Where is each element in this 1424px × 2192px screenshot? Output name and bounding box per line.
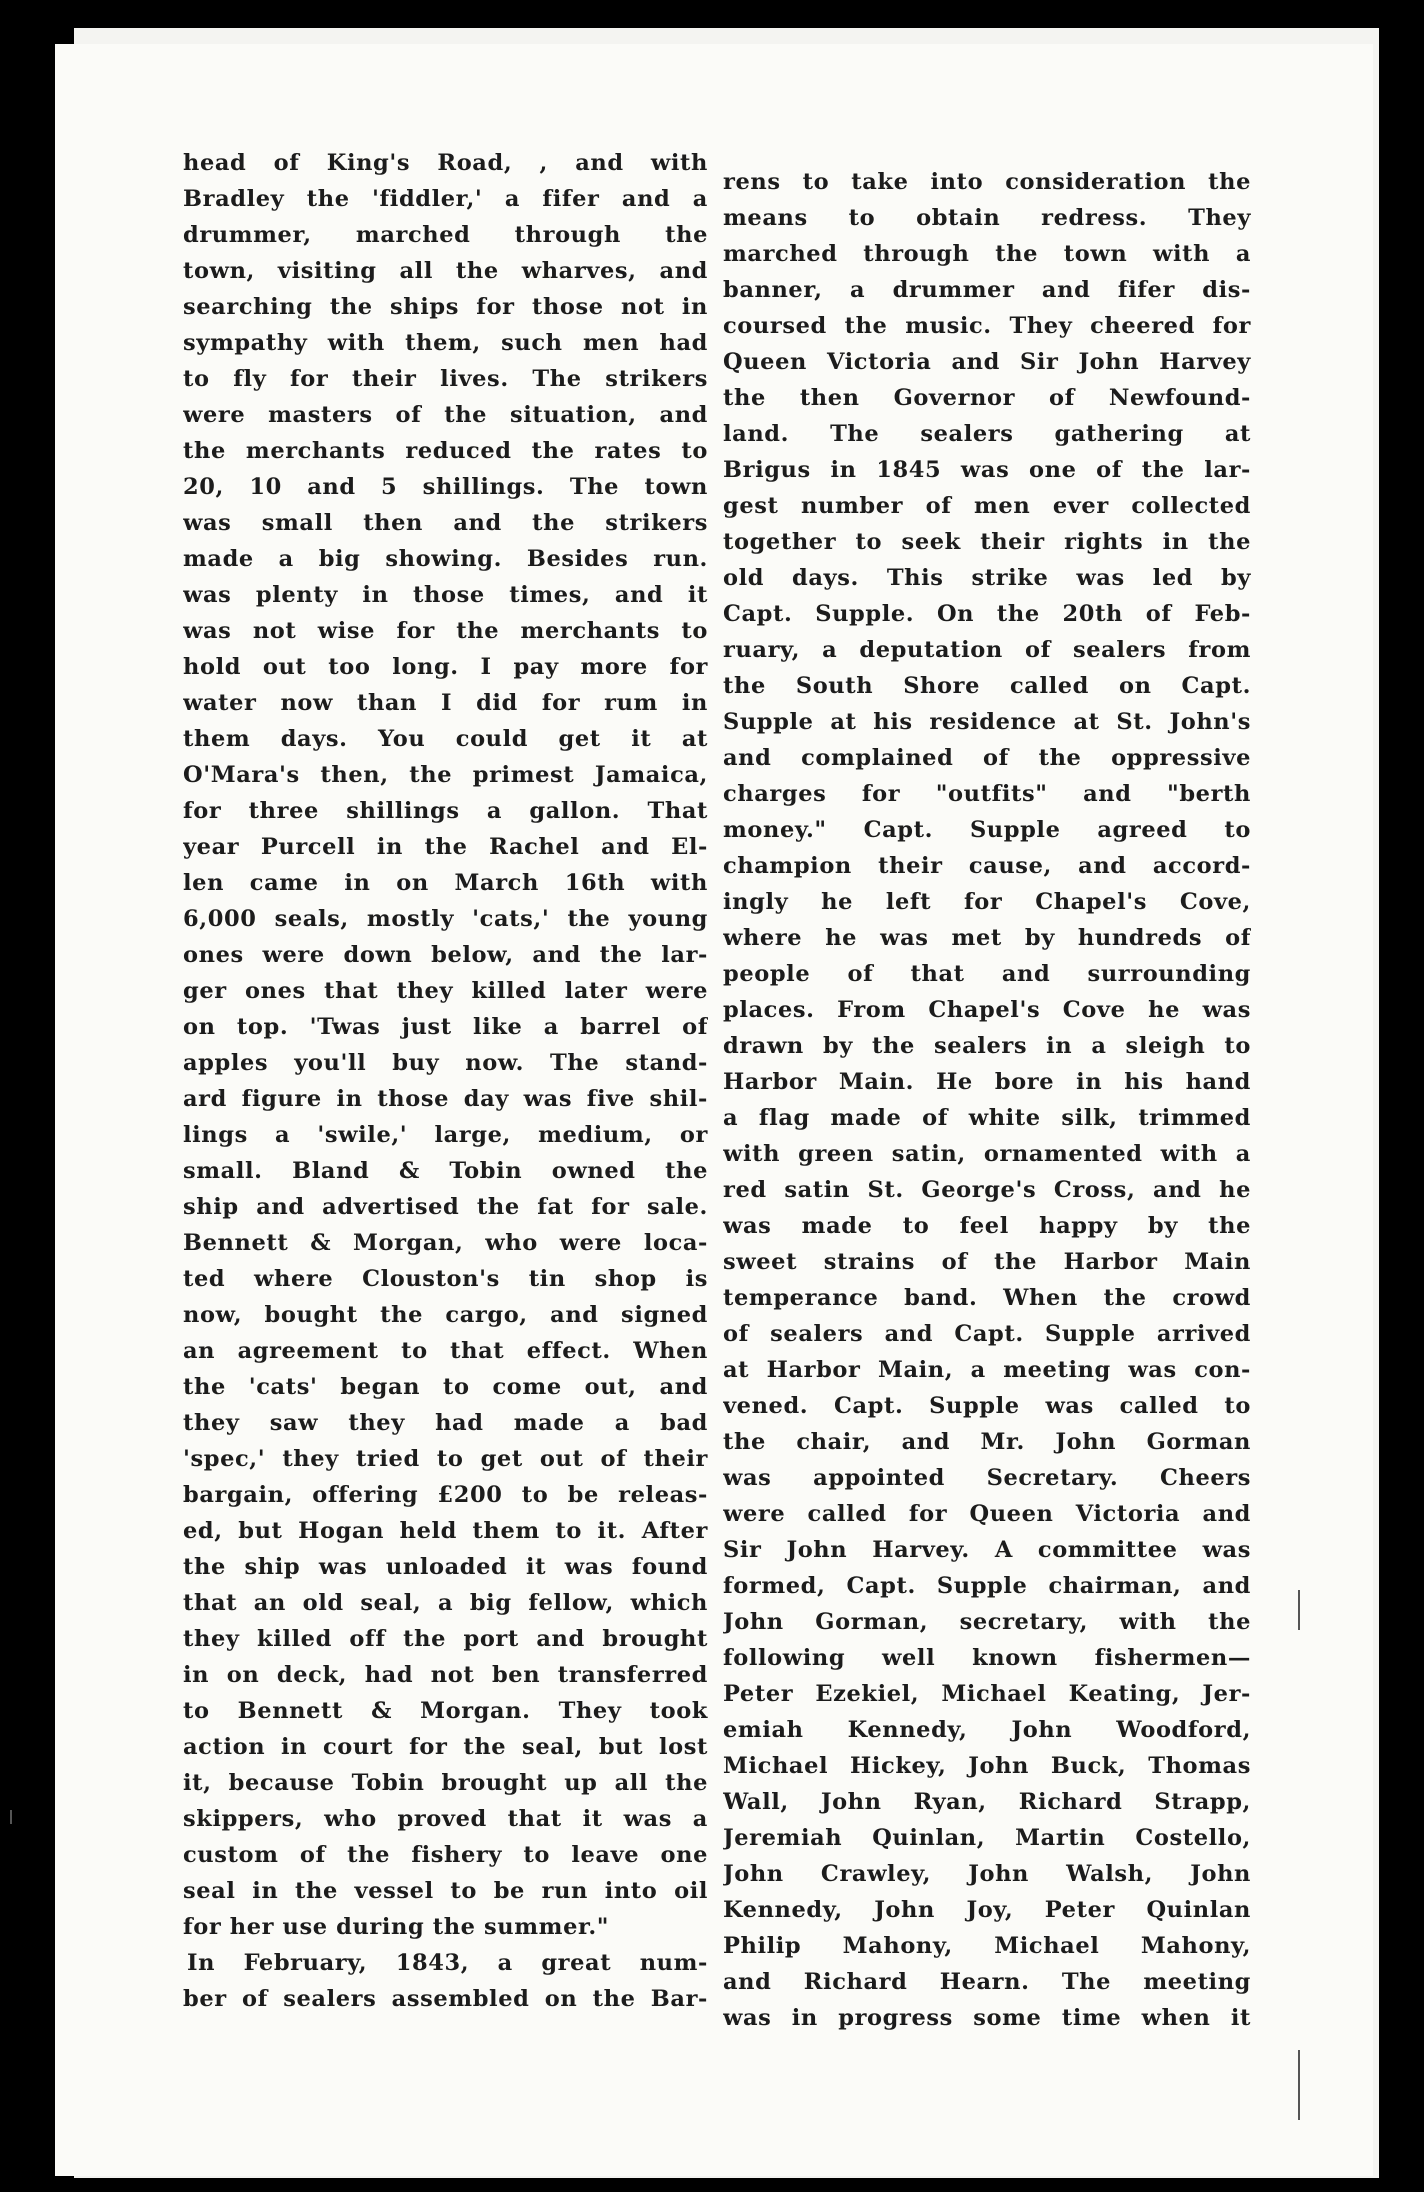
text-line: in on deck, had not ben transferred bbox=[183, 1662, 708, 1688]
text-line: action in court for the seal, but lost bbox=[183, 1734, 708, 1760]
text-line: was appointed Secretary. Cheers bbox=[723, 1465, 1251, 1491]
text-line: ard figure in those day was five shil- bbox=[183, 1086, 708, 1112]
text-line: temperance band. When the crowd bbox=[723, 1285, 1251, 1311]
text-line: ber of sealers assembled on the Bar- bbox=[183, 1986, 708, 2012]
text-line: made a big showing. Besides run. bbox=[183, 546, 708, 572]
text-line: the 'cats' began to come out, and bbox=[183, 1374, 708, 1400]
text-line: drummer, marched through the bbox=[183, 222, 708, 248]
text-line: ship and advertised the fat for sale. bbox=[183, 1194, 708, 1220]
text-line: the then Governor of Newfound- bbox=[723, 385, 1251, 411]
left-edge-mark bbox=[10, 1810, 12, 1824]
text-line: Philip Mahony, Michael Mahony, bbox=[723, 1933, 1251, 1959]
text-line: the South Shore called on Capt. bbox=[723, 673, 1251, 699]
text-line: a flag made of white silk, trimmed bbox=[723, 1105, 1251, 1131]
text-line: ger ones that they killed later were bbox=[183, 978, 708, 1004]
text-line: hold out too long. I pay more for bbox=[183, 654, 708, 680]
text-line: drawn by the sealers in a sleigh to bbox=[723, 1033, 1251, 1059]
text-line: Supple at his residence at St. John's bbox=[723, 709, 1251, 735]
text-line: lings a 'swile,' large, medium, or bbox=[183, 1122, 708, 1148]
text-line: and Richard Hearn. The meeting bbox=[723, 1969, 1251, 1995]
text-line: Queen Victoria and Sir John Harvey bbox=[723, 349, 1251, 375]
text-line: John Gorman, secretary, with the bbox=[723, 1609, 1251, 1635]
text-line: apples you'll buy now. The stand- bbox=[183, 1050, 708, 1076]
text-line: town, visiting all the wharves, and bbox=[183, 258, 708, 284]
text-line: land. The sealers gathering at bbox=[723, 421, 1251, 447]
text-line: marched through the town with a bbox=[723, 241, 1251, 267]
right-edge-mark bbox=[1298, 1590, 1300, 1630]
text-line: old days. This strike was led by bbox=[723, 565, 1251, 591]
text-line: for three shillings a gallon. That bbox=[183, 798, 708, 824]
text-line: sympathy with them, such men had bbox=[183, 330, 708, 356]
text-line: bargain, offering £200 to be releas- bbox=[183, 1482, 708, 1508]
text-line: coursed the music. They cheered for bbox=[723, 313, 1251, 339]
text-line: water now than I did for rum in bbox=[183, 690, 708, 716]
text-line: Wall, John Ryan, Richard Strapp, bbox=[723, 1789, 1251, 1815]
text-line: the ship was unloaded it was found bbox=[183, 1554, 708, 1580]
text-line: was plenty in those times, and it bbox=[183, 582, 708, 608]
text-line: Sir John Harvey. A committee was bbox=[723, 1537, 1251, 1563]
text-line: was made to feel happy by the bbox=[723, 1213, 1251, 1239]
text-line: was small then and the strikers bbox=[183, 510, 708, 536]
text-line: ones were down below, and the lar- bbox=[183, 942, 708, 968]
text-line: ruary, a deputation of sealers from bbox=[723, 637, 1251, 663]
text-line: with green satin, ornamented with a bbox=[723, 1141, 1251, 1167]
text-line: were called for Queen Victoria and bbox=[723, 1501, 1251, 1527]
text-line: Brigus in 1845 was one of the lar- bbox=[723, 457, 1251, 483]
text-line: banner, a drummer and fifer dis- bbox=[723, 277, 1251, 303]
text-line: rens to take into consideration the bbox=[723, 169, 1251, 195]
text-line: ingly he left for Chapel's Cove, bbox=[723, 889, 1251, 915]
left-text-column bbox=[183, 145, 708, 2017]
text-line: small. Bland & Tobin owned the bbox=[183, 1158, 708, 1184]
text-line: and complained of the oppressive bbox=[723, 745, 1251, 771]
text-line: sweet strains of the Harbor Main bbox=[723, 1249, 1251, 1275]
text-line: vened. Capt. Supple was called to bbox=[723, 1393, 1251, 1419]
text-line: Capt. Supple. On the 20th of Feb- bbox=[723, 601, 1251, 627]
text-line: to Bennett & Morgan. They took bbox=[183, 1698, 708, 1724]
text-line: the chair, and Mr. John Gorman bbox=[723, 1429, 1251, 1455]
text-line: at Harbor Main, a meeting was con- bbox=[723, 1357, 1251, 1383]
text-line: gest number of men ever collected bbox=[723, 493, 1251, 519]
text-line: seal in the vessel to be run into oil bbox=[183, 1878, 708, 1904]
text-line: skippers, who proved that it was a bbox=[183, 1806, 708, 1832]
text-line: means to obtain redress. They bbox=[723, 205, 1251, 231]
text-line: on top. 'Twas just like a barrel of bbox=[183, 1014, 708, 1040]
text-line: together to seek their rights in the bbox=[723, 529, 1251, 555]
text-line: custom of the fishery to leave one bbox=[183, 1842, 708, 1868]
text-line: John Crawley, John Walsh, John bbox=[723, 1861, 1251, 1887]
text-line: Peter Ezekiel, Michael Keating, Jer- bbox=[723, 1681, 1251, 1707]
text-line: charges for "outfits" and "berth bbox=[723, 781, 1251, 807]
text-line: now, bought the cargo, and signed bbox=[183, 1302, 708, 1328]
text-line: ed, but Hogan held them to it. After bbox=[183, 1518, 708, 1544]
right-text-column bbox=[723, 164, 1251, 2036]
text-line: it, because Tobin brought up all the bbox=[183, 1770, 708, 1796]
text-line: Bennett & Morgan, who were loca- bbox=[183, 1230, 708, 1256]
text-line: places. From Chapel's Cove he was bbox=[723, 997, 1251, 1023]
text-line: for her use during the summer." bbox=[183, 1914, 610, 1940]
text-line: following well known fishermen— bbox=[723, 1645, 1251, 1671]
right-edge-mark bbox=[1298, 2050, 1300, 2120]
text-line: head of King's Road, , and with bbox=[183, 150, 708, 176]
text-line: year Purcell in the Rachel and El- bbox=[183, 834, 708, 860]
text-line: they killed off the port and brought bbox=[183, 1626, 708, 1652]
text-line: of sealers and Capt. Supple arrived bbox=[723, 1321, 1251, 1347]
text-line: emiah Kennedy, John Woodford, bbox=[723, 1717, 1251, 1743]
text-line: ted where Clouston's tin shop is bbox=[183, 1266, 708, 1292]
text-line: formed, Capt. Supple chairman, and bbox=[723, 1573, 1251, 1599]
text-line: champion their cause, and accord- bbox=[723, 853, 1251, 879]
text-line: O'Mara's then, the primest Jamaica, bbox=[183, 762, 708, 788]
text-line: them days. You could get it at bbox=[183, 726, 708, 752]
text-line: where he was met by hundreds of bbox=[723, 925, 1251, 951]
text-line: people of that and surrounding bbox=[723, 961, 1251, 987]
text-line: Bradley the 'fiddler,' a fifer and a bbox=[183, 186, 708, 212]
text-line: searching the ships for those not in bbox=[183, 294, 708, 320]
text-line: an agreement to that effect. When bbox=[183, 1338, 708, 1364]
text-line: Kennedy, John Joy, Peter Quinlan bbox=[723, 1897, 1251, 1923]
text-line: 20, 10 and 5 shillings. The town bbox=[183, 474, 708, 500]
text-line: were masters of the situation, and bbox=[183, 402, 708, 428]
text-line: len came in on March 16th with bbox=[183, 870, 708, 896]
text-line: that an old seal, a big fellow, which bbox=[183, 1590, 708, 1616]
text-line: was not wise for the merchants to bbox=[183, 618, 708, 644]
text-line: 6,000 seals, mostly 'cats,' the young bbox=[183, 906, 708, 932]
text-line: In February, 1843, a great num- bbox=[187, 1950, 708, 1976]
text-line: to fly for their lives. The strikers bbox=[183, 366, 708, 392]
text-line: Harbor Main. He bore in his hand bbox=[723, 1069, 1251, 1095]
text-line: 'spec,' they tried to get out of their bbox=[183, 1446, 708, 1472]
text-line: they saw they had made a bad bbox=[183, 1410, 708, 1436]
text-line: money." Capt. Supple agreed to bbox=[723, 817, 1251, 843]
text-line: was in progress some time when it bbox=[723, 2005, 1251, 2031]
text-line: Michael Hickey, John Buck, Thomas bbox=[723, 1753, 1251, 1779]
text-line: the merchants reduced the rates to bbox=[183, 438, 708, 464]
text-line: red satin St. George's Cross, and he bbox=[723, 1177, 1251, 1203]
text-line: Jeremiah Quinlan, Martin Costello, bbox=[723, 1825, 1251, 1851]
